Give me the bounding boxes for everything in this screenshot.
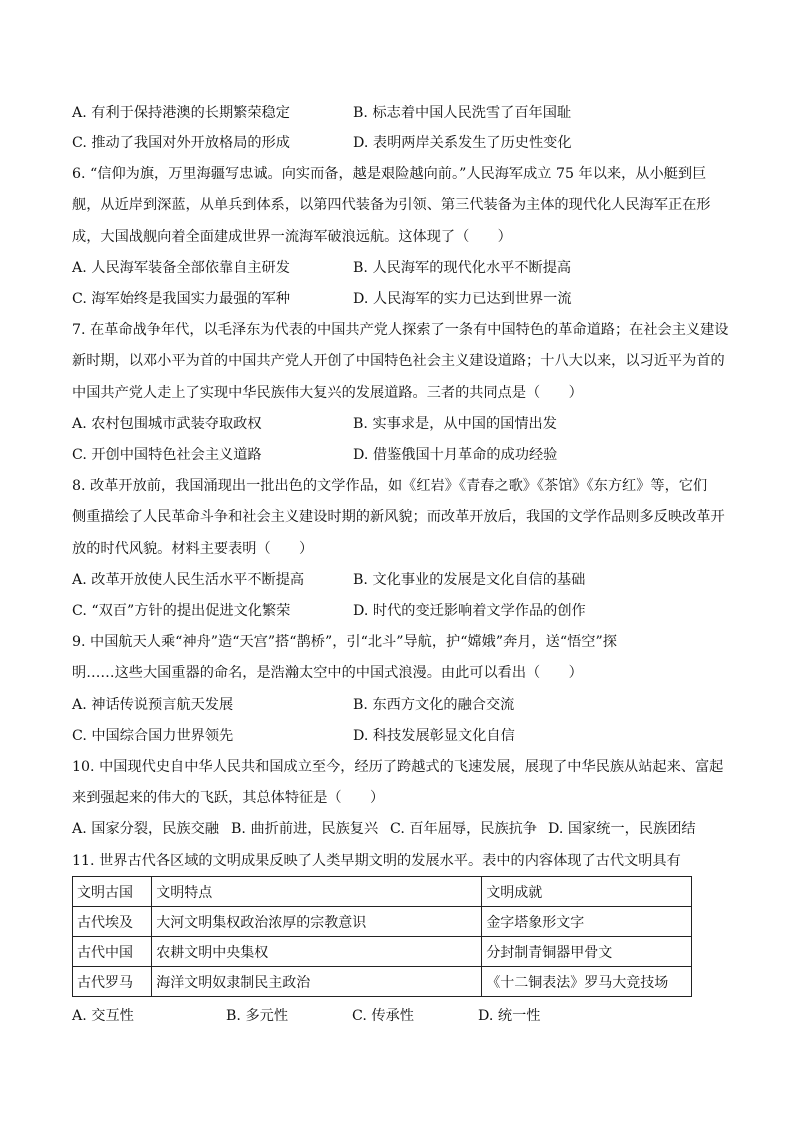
q5-option-b: B. 标志着中国人民洗雪了百年国耻 — [353, 105, 572, 121]
q6-option-b: B. 人民海军的现代化水平不断提高 — [353, 260, 572, 276]
q6-stem-line-1: 6. “信仰为旗，万里海疆写忠诚。向实而备，越是艰险越向前。”人民海军成立 75 年以来，从小艇到巨 — [72, 166, 707, 182]
q11-stem: 11. 世界古代各区域的文明成果反映了人类早期文明的发展水平。表中的内容体现了古代文明具有 — [72, 853, 681, 869]
q7-stem-line-2: 新时期，以邓小平为首的中国共产党人开创了中国特色社会主义建设道路；十八大以来，以习近平为首的 — [72, 353, 725, 369]
q7-option-a: A. 农村包围城市武装夺取政权 — [72, 416, 262, 432]
q5-option-d: D. 表明两岸关系发生了历史性变化 — [353, 135, 572, 151]
q8-option-c: C. “双百”方针的提出促进文化繁荣 — [72, 603, 291, 619]
q8-stem-line-2: 侧重描绘了人民革命斗争和社会主义建设时期的新风貌；而改革开放后，我国的文学作品则多反映改革开 — [72, 509, 725, 525]
civilization-table — [72, 876, 692, 997]
q10-stem-line-2: 来到强起来的伟大的飞跃，其总体特征是（ ） — [72, 790, 385, 806]
q11-option-b: B. 多元性 — [226, 1008, 289, 1024]
q8-option-b: B. 文化事业的发展是文化自信的基础 — [353, 572, 586, 588]
q9-option-c: C. 中国综合国力世界领先 — [72, 728, 234, 744]
table-cell: 《十二铜表法》罗马大竞技场 — [482, 967, 692, 997]
q9-option-d: D. 科技发展彰显文化自信 — [353, 728, 515, 744]
table-row — [73, 907, 692, 937]
q7-stem-line-3: 中国共产党人走上了实现中华民族伟大复兴的发展道路。三者的共同点是（ ） — [72, 385, 583, 401]
table-cell: 海洋文明奴隶制民主政治 — [152, 967, 482, 997]
q11-option-c: C. 传承性 — [352, 1008, 414, 1024]
q5-option-c: C. 推动了我国对外开放格局的形成 — [72, 135, 290, 151]
q8-stem-line-3: 放的时代风貌。材料主要表明（ ） — [72, 541, 314, 557]
q6-stem-line-3: 成，大国战舰向着全面建成世界一流海军破浪远航。这体现了（ ） — [72, 229, 512, 245]
q10-option-b: B. 曲折前进，民族复兴 — [231, 821, 379, 837]
table-header-cell: 文明成就 — [482, 877, 692, 907]
q6-option-a: A. 人民海军装备全部依靠自主研发 — [72, 260, 290, 276]
table-cell: 古代中国 — [73, 937, 152, 967]
q7-option-b: B. 实事求是，从中国的国情出发 — [353, 416, 557, 432]
q11-option-a: A. 交互性 — [72, 1008, 134, 1024]
table-row — [73, 937, 692, 967]
table-cell: 古代埃及 — [73, 907, 152, 937]
q10-option-c: C. 百年屈辱，民族抗争 — [390, 821, 538, 837]
q6-option-c: C. 海军始终是我国实力最强的军种 — [72, 291, 290, 307]
q5-option-a: A. 有利于保持港澳的长期繁荣稳定 — [72, 105, 290, 121]
q9-option-b: B. 东西方文化的融合交流 — [353, 697, 515, 713]
q8-stem-line-1: 8. 改革开放前，我国涌现出一批出色的文学作品，如《红岩》《青春之歌》《茶馆》《东方红》等，它们 — [72, 478, 708, 494]
q10-option-a: A. 国家分裂，民族交融 — [72, 821, 219, 837]
q8-option-d: D. 时代的变迁影响着文学作品的创作 — [353, 603, 586, 619]
q7-option-c: C. 开创中国特色社会主义道路 — [72, 447, 262, 463]
q8-option-a: A. 改革开放使人民生活水平不断提高 — [72, 572, 305, 588]
table-header-cell: 文明古国 — [73, 877, 152, 907]
q9-stem-line-1: 9. 中国航天人乘“神舟”造“天宫”搭“鹊桥”，引“北斗”导航，护“嫦娥”奔月，送“悟空”探 — [72, 634, 617, 650]
table-row — [73, 967, 692, 997]
q10-stem-line-1: 10. 中国现代史自中华人民共和国成立至今，经历了跨越式的飞速发展，展现了中华民族从站起来、富起 — [72, 759, 724, 775]
table-cell: 金字塔象形文字 — [482, 907, 692, 937]
q6-stem-line-2: 舰，从近岸到深蓝，从单兵到体系，以第四代装备为引领、第三代装备为主体的现代化人民海军正在形 — [72, 197, 711, 213]
table-cell: 大河文明集权政治浓厚的宗教意识 — [152, 907, 482, 937]
table-cell: 古代罗马 — [73, 967, 152, 997]
q11-option-d: D. 统一性 — [478, 1008, 541, 1024]
table-header-row — [73, 877, 692, 907]
q10-option-d: D. 国家统一，民族团结 — [548, 821, 696, 837]
q9-option-a: A. 神话传说预言航天发展 — [72, 697, 234, 713]
q7-stem-line-1: 7. 在革命战争年代，以毛泽东为代表的中国共产党人探索了一条有中国特色的革命道路；在社会主义建设 — [72, 322, 729, 338]
q7-option-d: D. 借鉴俄国十月革命的成功经验 — [353, 447, 558, 463]
table-cell: 分封制青铜器甲骨文 — [482, 937, 692, 967]
table-cell: 农耕文明中央集权 — [152, 937, 482, 967]
q6-option-d: D. 人民海军的实力已达到世界一流 — [353, 291, 572, 307]
q9-stem-line-2: 明……这些大国重器的命名，是浩瀚太空中的中国式浪漫。由此可以看出（ ） — [72, 665, 583, 681]
table-header-cell: 文明特点 — [152, 877, 482, 907]
